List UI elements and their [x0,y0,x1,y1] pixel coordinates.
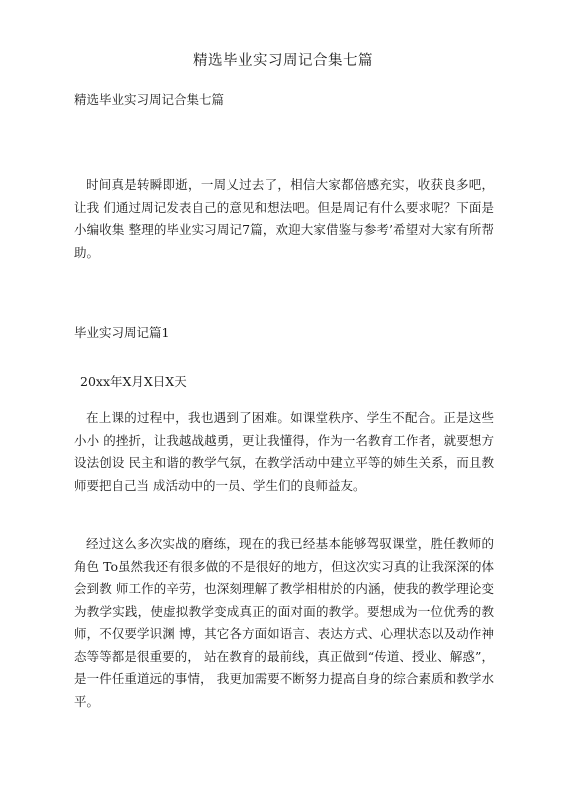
document-title: 精选毕业实习周记合集七篇 [193,53,373,69]
intro-paragraph: 时间真是转瞬即逝，一周乂过去了，相信大家都倍感充实，收获良多吧，让我 们通过周记发表自己的意见和想法吧。但是周记有什么要求呢？下面是小编收集 整理的毕业实习周记7篇，欢迎大家借鉴与参考’希望对大家有所帮助。 [74,177,494,260]
section-title: 毕业实习周记篇1 [74,325,170,340]
document-subtitle: 精选毕业实习周记合集七篇 [74,92,225,107]
date-line: 20xx年X月X日X天 [80,374,187,389]
body-paragraph-2: 经过这么多次实战的磨练，现在的我已经基本能够驾驭课堂，胜任教师的角色 To虽然我还有很多做的不是很好的地方，但这次实习真的让我深深的体会到教 师工作的辛劳，也深刻理解了教学相柑於的内涵，使我的教学理论变为教学实践，使虚拟教学变成真正的面对面的教学。要想成为一位优秀的教师，不仅要学识渊 博，其它各方面如语言、表达方式、心理状态以及动作神态等等都是很重要的， 站在教育的最前线，真正做到“传道、授业、解惑”，是一件任重道远的事情， 我更加需要不断努力提高自身的综合素质和教学水平。 [74,536,494,709]
body-paragraph-1: 在上课的过程中，我也遇到了困难。如课堂秩序、学生不配合。正是这些小小 的挫折，让我越战越勇，更让我懂得，作为一名教育工作者，就要想方设法创设 民主和谐的教学气氛，在教学活动中建立平等的姉生关系，而且教师要把自己当 成活动中的一员、学生们的良师益友。 [74,410,494,493]
